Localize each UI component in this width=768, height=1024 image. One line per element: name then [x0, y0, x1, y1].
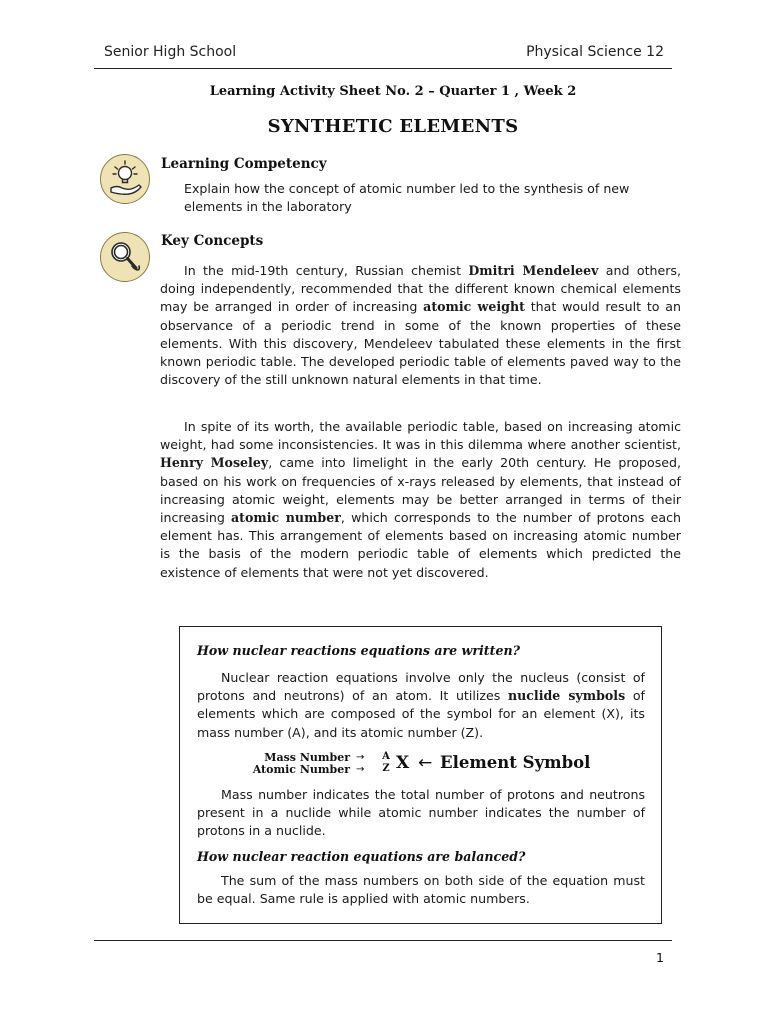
left-arrow-icon: ← — [418, 753, 433, 773]
footer-rule — [94, 940, 672, 941]
nuclide-labels — [250, 752, 350, 776]
nuclide-symbol-diagram — [250, 750, 610, 780]
activity-sheet-subtitle: Learning Activity Sheet No. 2 – Quarter 1 , Week 2 — [209, 84, 577, 99]
nuclide-numbers — [380, 751, 392, 775]
atomic-number-z: Z — [382, 763, 390, 774]
lightbulb-in-hand-icon — [100, 154, 150, 204]
competency-heading: Learning Competency — [161, 156, 327, 172]
right-arrow-icon: → — [356, 752, 365, 763]
page-number: 1 — [656, 950, 664, 965]
atomic-number-label: Atomic Number — [252, 763, 350, 776]
page-title: SYNTHETIC ELEMENTS — [267, 116, 519, 137]
magnifying-glass-icon — [100, 232, 150, 282]
mass-number-label: Mass Number — [264, 751, 350, 764]
key-concepts-heading: Key Concepts — [161, 233, 264, 249]
element-symbol-label: Element Symbol — [440, 753, 591, 772]
question-how-written: How nuclear reactions equations are written? — [197, 643, 520, 658]
nuclide-paragraph: Nuclear reaction equations involve only the nucleus (consist of protons and neutrons) of an atom. It utilizes nuclide symbols of elements which are composed of the symbol for an element (X), its mass number (A), and its atomic number (Z). — [197, 670, 645, 740]
header-rule — [94, 68, 672, 69]
header-school: Senior High School — [104, 44, 237, 60]
nuclide-arrows — [356, 752, 364, 776]
balancing-paragraph: The sum of the mass numbers on both side of the equation must be equal. Same rule is applied with atomic numbers. — [197, 873, 645, 907]
question-how-balanced: How nuclear reaction equations are balanced? — [197, 849, 526, 864]
mass-number-a: A — [382, 751, 390, 762]
header-subject: Physical Science 12 — [526, 44, 664, 60]
competency-text: Explain how the concept of atomic number led to the synthesis of new elements in the laboratory — [184, 181, 630, 215]
right-arrow-icon: → — [356, 764, 365, 775]
element-symbol-x: X — [396, 753, 410, 773]
key-concepts-paragraph-1: In the mid-19th century, Russian chemist Dmitri Mendeleev and others, doing independently, recommended that the different known chemical elements may be arranged in order of increasing atomic weight that would result to an observance of a periodic trend in some of the known properties of these elements. With this discovery, Mendeleev tabulated these elements in the first known periodic table. The developed periodic table of elements paved way to the discovery of the still unknown natural elements in that time. — [160, 263, 681, 388]
mass-number-paragraph: Mass number indicates the total number of protons and neutrons present in a nuclide while atomic number indicates the number of protons in a nuclide. — [197, 787, 645, 839]
key-concepts-paragraph-2: In spite of its worth, the available periodic table, based on increasing atomic weight, had some inconsistencies. It was in this dilemma where another scientist, Henry Moseley, came into limelight in the early 20th century. He proposed, based on his work on frequencies of x-rays released by elements, that instead of increasing atomic weight, elements may be better arranged in terms of their increasing atomic number, which corresponds to the number of protons each element has. This arrangement of elements based on increasing atomic number is the basis of the modern periodic table of elements which predicted the existence of elements that were not yet discovered. — [160, 419, 681, 580]
